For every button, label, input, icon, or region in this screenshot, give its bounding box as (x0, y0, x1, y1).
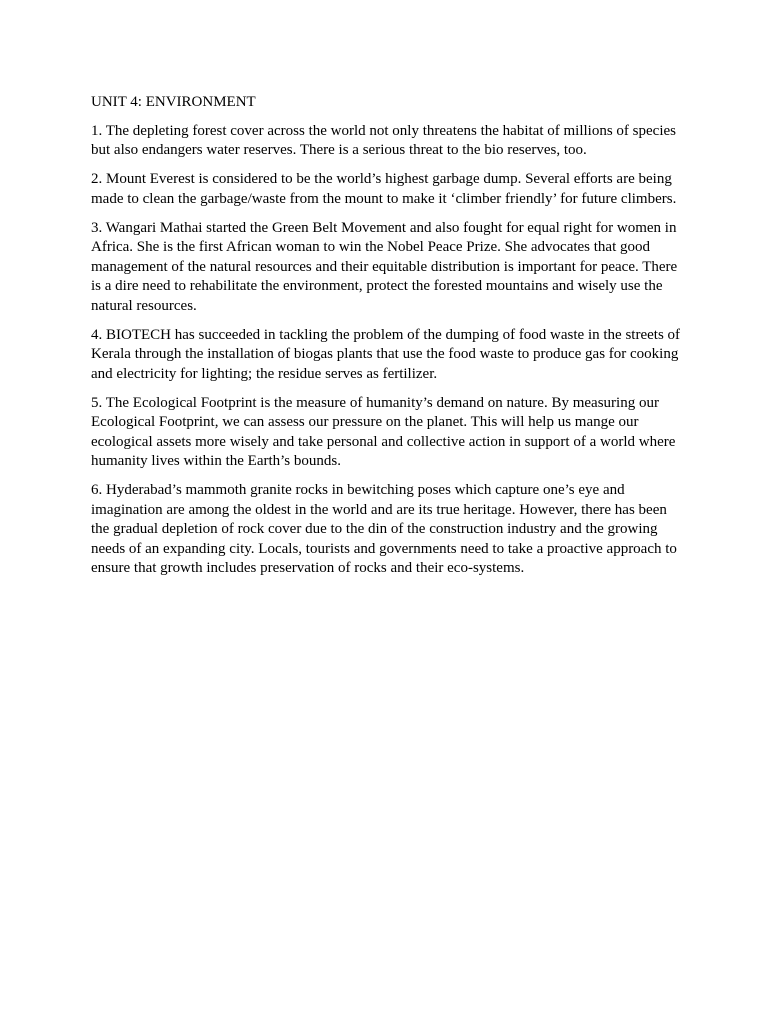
paragraph-2: 2. Mount Everest is considered to be the world’s highest garbage dump. Several efforts are being made to clean the garbage/waste from the mount to make it ‘climber friendly’ for future climbers. (91, 171, 677, 207)
paragraph-4: 4. BIOTECH has succeeded in tackling the problem of the dumping of food waste in the streets of Kerala through the installation of biogas plants that use the food waste to produce gas for cooking and electricity for lighting; the residue serves as fertilizer. (91, 326, 681, 382)
paragraph-5: 5. The Ecological Footprint is the measure of humanity’s demand on nature. By measuring our Ecological Footprint, we can assess our pressure on the planet. This will help us mange our ecological assets more wisely and take personal and collective action in support of a world where humanity lives within the Earth’s bounds. (91, 394, 676, 469)
document-heading: UNIT 4: ENVIRONMENT (91, 94, 256, 110)
paragraph-6: 6. Hyderabad’s mammoth granite rocks in bewitching poses which capture one’s eye and imagination are among the oldest in the world and are its true heritage. However, there has been the gradual depletion of rock cover due to the din of the construction industry and the growing needs of an expanding city. Locals, tourists and governments need to take a proactive approach to ensure that growth includes preservation of rocks and their eco-systems. (91, 482, 677, 576)
paragraph-1: 1. The depleting forest cover across the world not only threatens the habitat of millions of species but also endangers water reserves. There is a serious threat to the bio reserves, too. (91, 122, 676, 158)
document-body (91, 93, 681, 588)
paragraph-3: 3. Wangari Mathai started the Green Belt Movement and also fought for equal right for women in Africa. She is the first African woman to win the Nobel Peace Prize. She advocates that good management of the natural resources and their equitable distribution is important for peace. There is a dire need to rehabilitate the environment, protect the forested mountains and wisely use the natural resources. (91, 219, 678, 314)
